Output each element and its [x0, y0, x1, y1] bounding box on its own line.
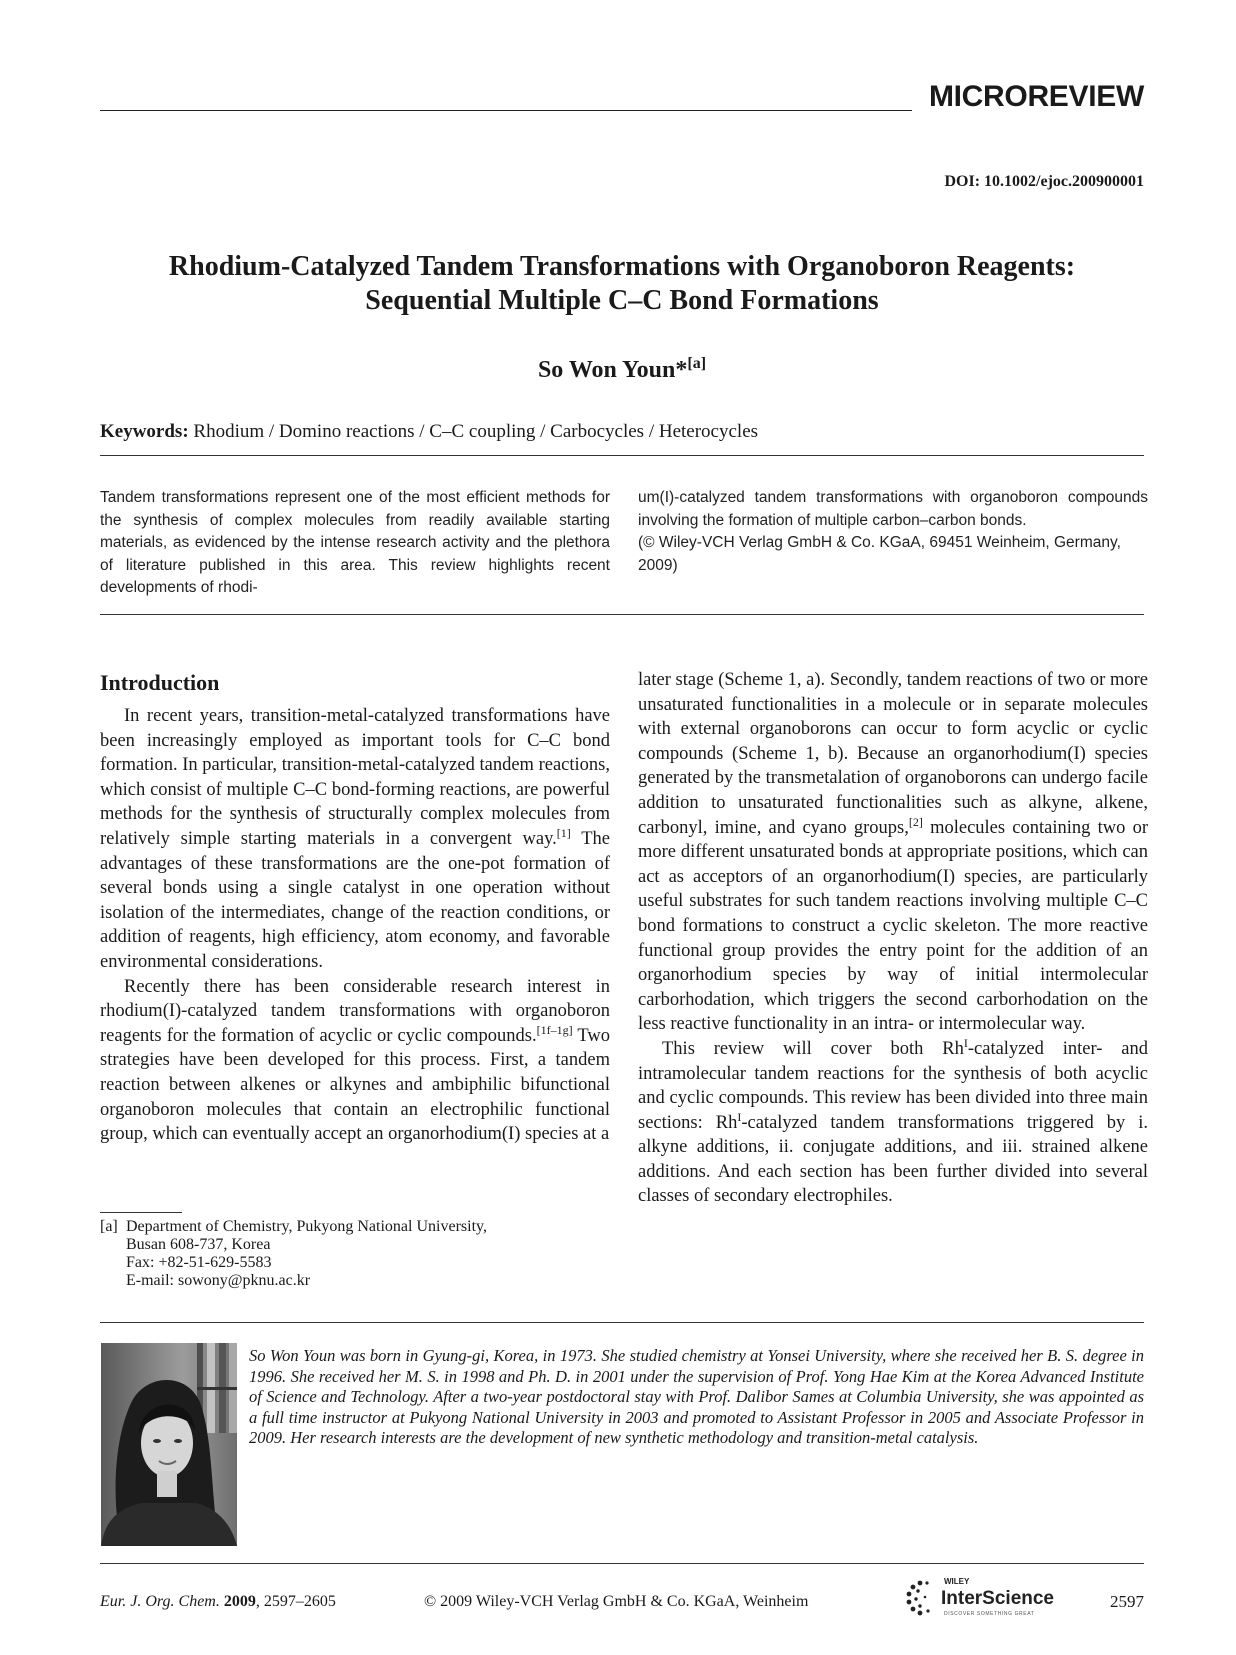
- abstract-left: [100, 487, 610, 600]
- rh-oxidation-state-2: I: [737, 1109, 742, 1124]
- paragraph-1: [100, 704, 610, 975]
- logo-tagline: DISCOVER SOMETHING GREAT: [944, 1611, 1035, 1617]
- paragraph-1-text-a: In recent years, transition-metal-catalyzed transformations have been increasingly employed as important tools for C–C bond formation. In particular, transition-metal-catalyzed tandem reactions, which consist of multiple C–C bond-forming reactions, are powerful methods for the synthesis of structurally complex molecules from relatively simple starting materials in a convergent way.: [100, 706, 610, 849]
- author-biography: So Won Youn was born in Gyung-gi, Korea, in 1973. She studied chemistry at Yonsei University, where she received her B. S. degree in 1996. She received her M. S. in 1998 and Ph. D. in 2001 under the supervision of Prof. Yong Hae Kim at the Korea Advanced Institute of Science and Technology. After a two-year postdoctoral stay with Prof. Dalibor Sames at Columbia University, she was appointed as a full time instructor at Pukyong National University in 2003 and promoted to Assistant Professor in 2005 and Associate Professor in 2009. Her research interests are the development of new synthetic methodology and transition-metal catalysis.: [249, 1346, 1144, 1447]
- footnote-line-1: Department of Chemistry, Pukyong National University,: [126, 1218, 487, 1235]
- journal-year: 2009: [223, 1593, 256, 1610]
- body-column-right: [638, 668, 1148, 1209]
- rh-oxidation-state-1: I: [963, 1035, 968, 1050]
- paragraph-1-text-b: The advantages of these transformations are the one-pot formation of several bonds using a single catalyst in one operation without isolation of the intermediates, change of the reaction conditions, or addition of reagents, high efficiency, atom economy, and favorable environmental considerations.: [100, 828, 610, 972]
- paragraph-2: [100, 975, 610, 1147]
- paragraph-2-text-a: Recently there has been considerable research interest in rhodium(I)-catalyzed tandem transformations with organoboron reagents for the formation of acyclic or cyclic compounds.: [100, 976, 610, 1046]
- footnote-body: [100, 1218, 610, 1290]
- author-affiliation-marker[interactable]: [a]: [687, 355, 707, 372]
- abstract-text-right: um(I)-catalyzed tandem transformations with organoboron compounds involving the formation of multiple carbon–carbon bonds.: [638, 489, 1148, 529]
- footer-citation: [100, 1593, 336, 1611]
- footnote-email[interactable]: E-mail: sowony@pknu.ac.kr: [126, 1272, 311, 1289]
- page-number: 2597: [1110, 1592, 1144, 1611]
- journal-pages: , 2597–2605: [255, 1593, 336, 1610]
- keywords: [100, 421, 1144, 443]
- title-line-1: Rhodium-Catalyzed Tandem Transformations with Organoboron Reagents:: [168, 251, 1076, 282]
- author-portrait-icon: [101, 1343, 237, 1546]
- abstract-right: [638, 487, 1148, 577]
- abstract-copyright: (© Wiley-VCH Verlag GmbH & Co. KGaA, 69451 Weinheim, Germany, 2009): [638, 534, 1121, 574]
- paragraph-4-text-b: -catalyzed inter- and intramolecular tandem reactions for the synthesis of both acyclic and cyclic compounds. This review has been divided into three main sections: Rh: [638, 1038, 1148, 1133]
- footer-copyright: © 2009 Wiley-VCH Verlag GmbH & Co. KGaA, Weinheim: [424, 1593, 809, 1610]
- author-photo: [101, 1343, 237, 1546]
- paragraph-3-text-b: molecules containing two or more different unsaturated bonds at appropriate positions, which can act as acceptors of an organorhodium(I) species, are particularly useful substrates for such tandem reactions involving multiple C–C bond formations to construct a cyclic skeleton. The more reactive functional group provides the entry point for the addition of an organorhodium species by way of initial intermolecular carborhodation, which triggers the second carborhodation on the less reactive functionality in an intra- or intermolecular way.: [638, 817, 1148, 1035]
- section-label: MICROREVIEW: [928, 80, 1144, 113]
- doi-text[interactable]: DOI: 10.1002/ejoc.200900001: [944, 173, 1144, 190]
- interscience-wordmark: InterScience: [941, 1588, 1054, 1609]
- body-column-left: [100, 668, 610, 1147]
- abstract-text-left: Tandem transformations represent one of the most efficient methods for the synthesis of complex molecules from readily available starting materials, as evidenced by the intense research activity and the plethora of literature published in this area. This review highlights recent developments of rhodi-: [100, 489, 610, 596]
- title-line-2: Sequential Multiple C–C Bond Formations: [365, 285, 879, 316]
- keywords-rule: [100, 455, 1144, 456]
- paragraph-2-text-b: Two strategies have been developed for this process. First, a tandem reaction between alkenes or alkynes and ambiphilic bifunctional organoboron molecules that contain an electrophilic functional group, which can eventually accept an organorhodium(I) species at a: [100, 1025, 610, 1145]
- header-rule: [100, 110, 912, 111]
- reference-1[interactable]: [1]: [556, 825, 571, 840]
- wiley-wordmark: WILEY: [944, 1577, 970, 1586]
- section-heading-introduction: Introduction: [100, 670, 220, 695]
- keywords-list: Rhodium / Domino reactions / C–C coupling / Carbocycles / Heterocycles: [193, 421, 759, 442]
- reference-2[interactable]: [2]: [908, 814, 923, 829]
- paragraph-4-text-c: -catalyzed tandem transformations triggered by i. alkyne additions, ii. conjugate additions, and iii. strained alkene additions. And each section has been further divided into several classes of secondary electrophiles.: [638, 1112, 1148, 1207]
- interscience-swirl-icon: [904, 1575, 1074, 1619]
- footnote-marker: [a]: [100, 1218, 118, 1235]
- paragraph-3: [638, 668, 1148, 1037]
- footnote-rule: [100, 1212, 182, 1213]
- bio-rule-bottom: [100, 1563, 1144, 1564]
- bio-rule-top: [100, 1322, 1144, 1323]
- journal-name: Eur. J. Org. Chem.: [100, 1593, 220, 1610]
- footnote-line-3: Fax: +82-51-629-5583: [126, 1254, 272, 1271]
- paragraph-3-text-a: later stage (Scheme 1, a). Secondly, tandem reactions of two or more unsaturated functionalities in a molecule or in separate molecules with external organoborons can occur to form acyclic or cyclic compounds (Scheme 1, b). Because an organorhodium(I) species generated by the transmetalation of organoborons can undergo facile addition to unsaturated functionalities such as alkyne, alkene, carbonyl, imine, and cyano groups,: [638, 670, 1148, 838]
- paragraph-4: [638, 1037, 1148, 1209]
- author-name: So Won Youn*: [537, 357, 688, 383]
- paragraph-4-text-a: This review will cover both Rh: [662, 1038, 964, 1059]
- author-line: [100, 355, 1144, 384]
- article-title: [100, 250, 1144, 318]
- abstract-rule: [100, 614, 1144, 615]
- footnote-line-2: Busan 608-737, Korea: [126, 1236, 271, 1253]
- wiley-interscience-logo[interactable]: [904, 1575, 1074, 1619]
- affiliation-footnote: [100, 1218, 610, 1290]
- reference-1f-1g[interactable]: [1f–1g]: [536, 1022, 573, 1037]
- keywords-label: Keywords:: [100, 421, 189, 442]
